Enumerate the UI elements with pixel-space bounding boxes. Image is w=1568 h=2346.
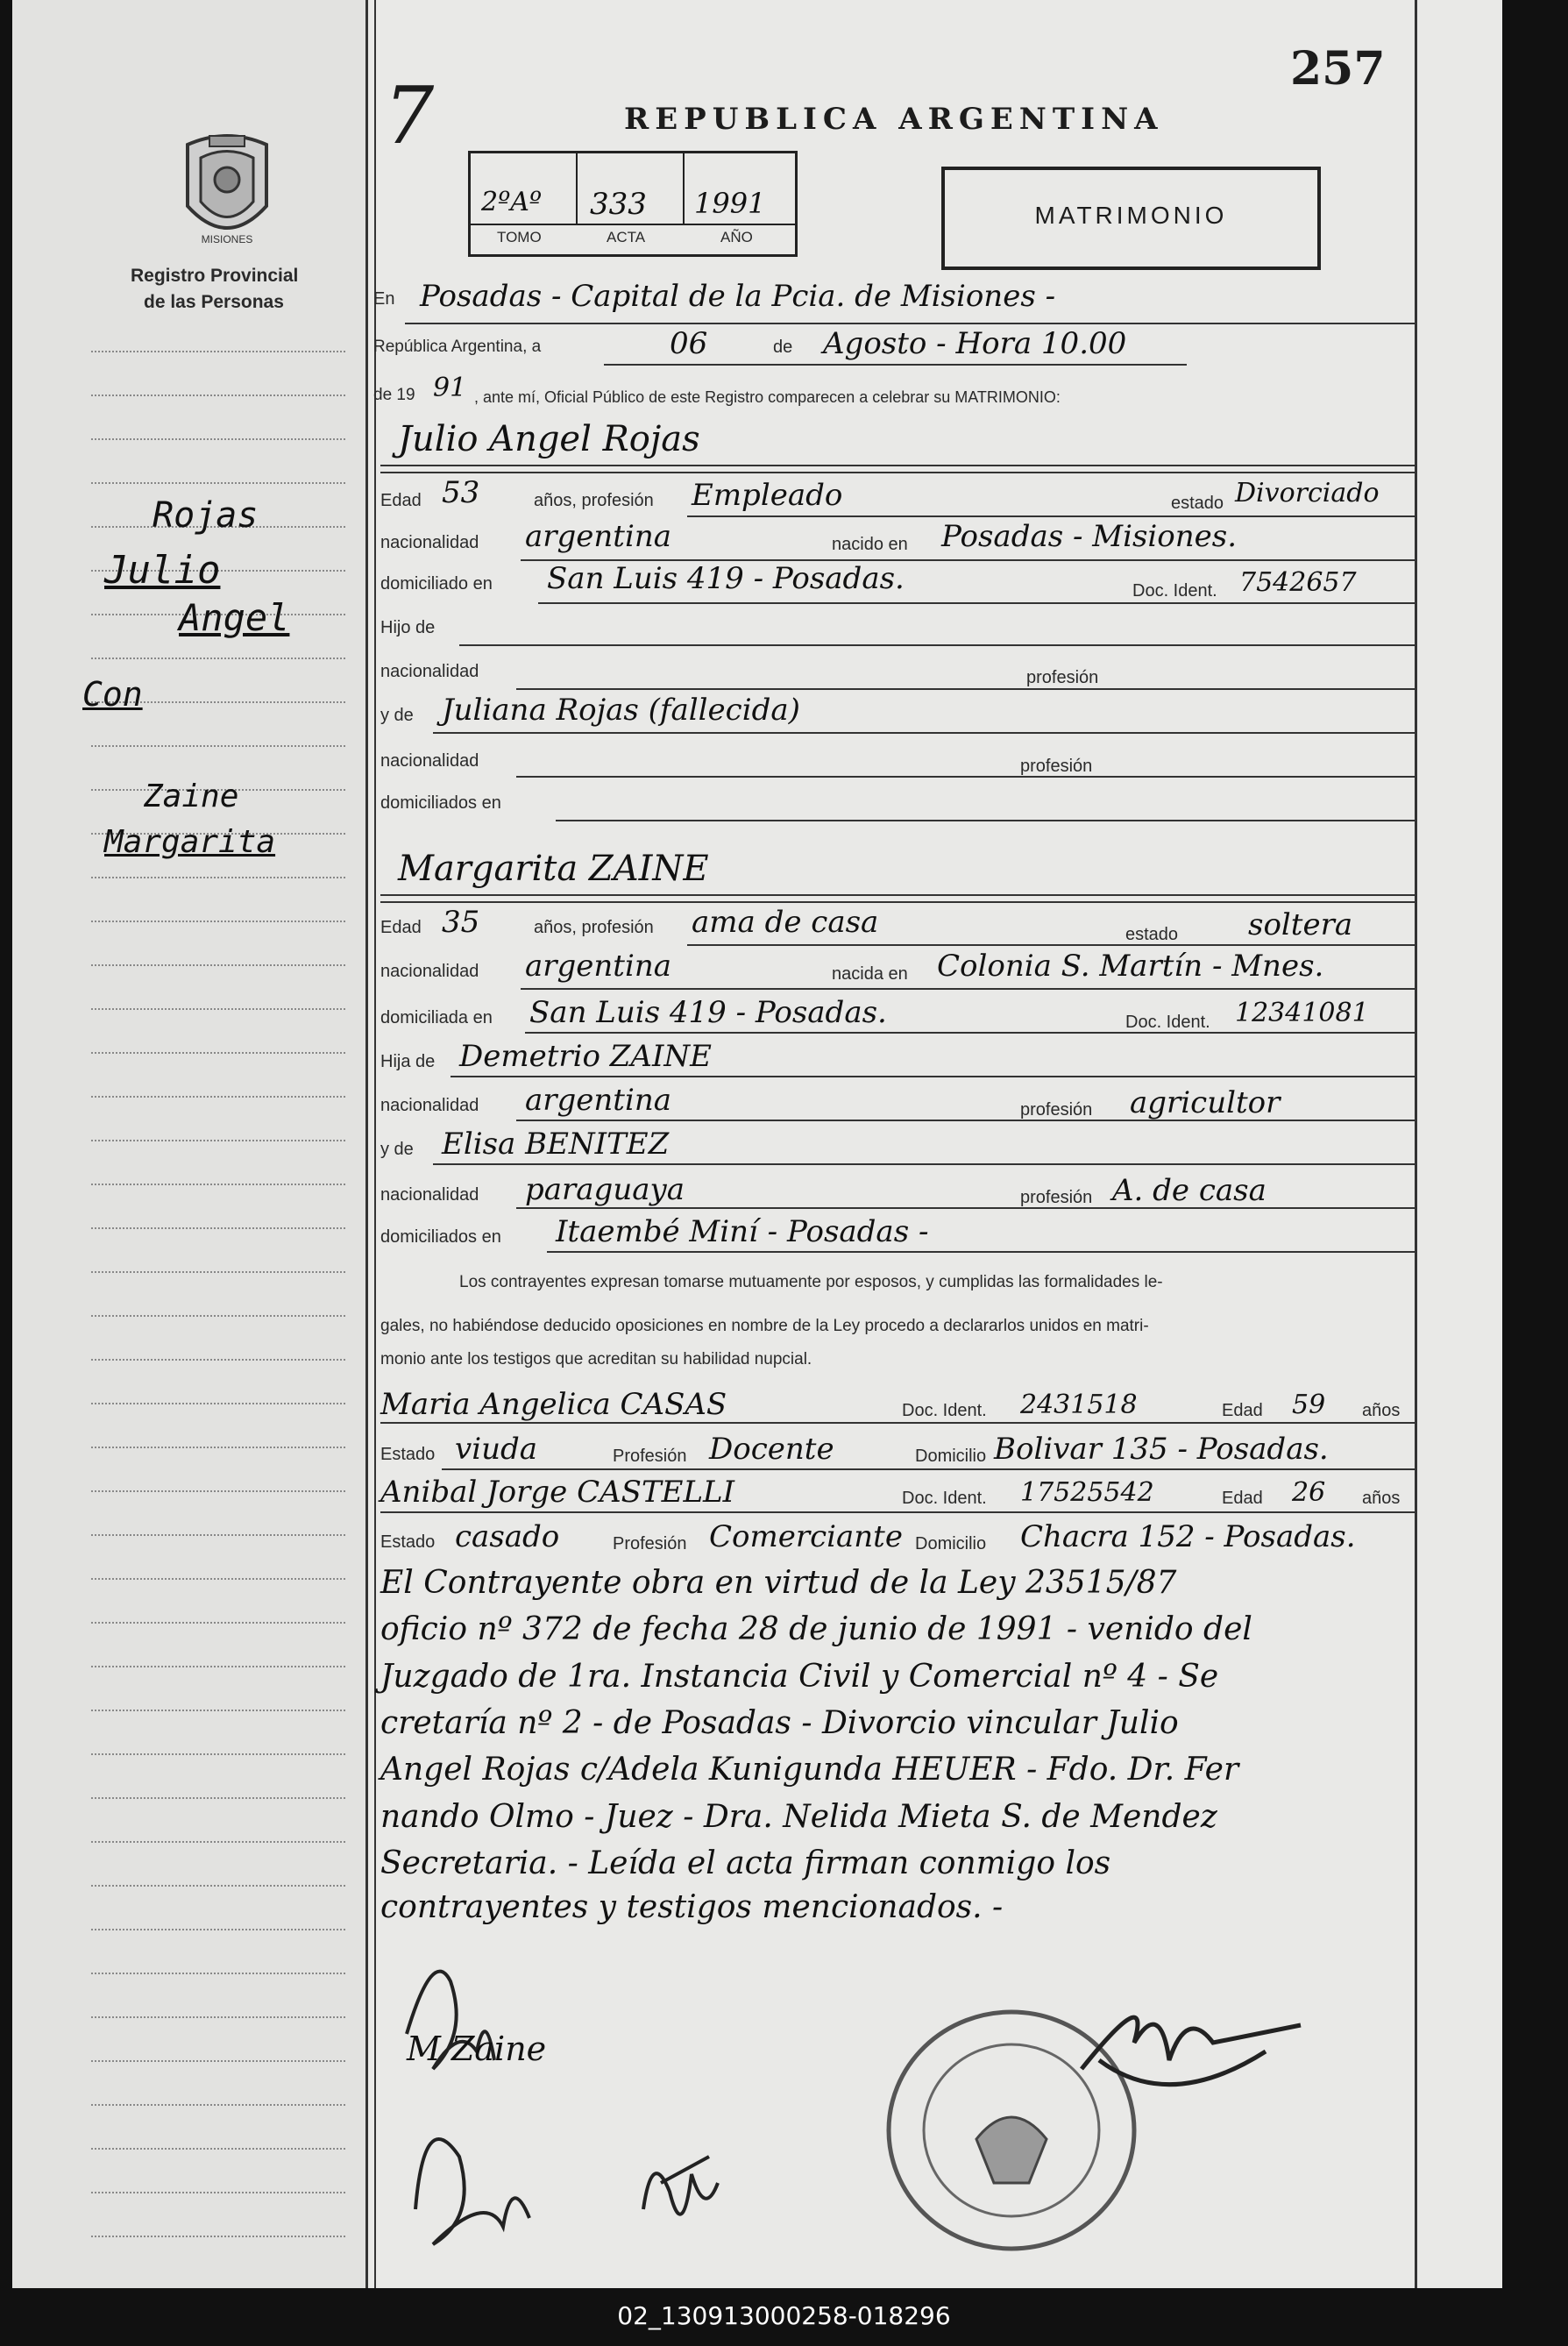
witness2-edad-label: Edad (1222, 1489, 1263, 1508)
margin-dotted-line (91, 1096, 345, 1098)
groom-yde-label: y de (380, 706, 414, 725)
witness2-profesion: Comerciante (709, 1519, 903, 1554)
witness2-domicilio: Chacra 152 - Posadas. (1020, 1519, 1356, 1554)
margin-dotted-line (91, 2060, 345, 2062)
witness1-name: Maria Angelica CASAS (380, 1387, 727, 1422)
en-label: En (373, 289, 395, 309)
year-prefix: de 19 (373, 386, 415, 404)
margin-name-5: Zaine (144, 778, 239, 814)
note-line-1: El Contrayente obra en virtud de la Ley 23515/87 (380, 1565, 1177, 1601)
groom-nac3-label: nacionalidad (380, 751, 479, 771)
groom-prof2-label: profesión (1020, 757, 1093, 776)
witness2-name: Anibal Jorge CASTELLI (380, 1475, 735, 1510)
groom-nacido-label: nacido en (832, 535, 908, 554)
groom-dom-label: domiciliado en (380, 574, 493, 594)
witness1-doc-label: Doc. Ident. (902, 1401, 987, 1420)
margin-name-6: Margarita (104, 824, 276, 860)
registry-line2: de las Personas (144, 292, 284, 312)
rep-label: República Argentina, a (373, 338, 542, 356)
margin-dotted-line (91, 351, 345, 352)
margin-column (12, 0, 365, 2288)
margin-dotted-line (91, 1184, 345, 1185)
right-rule (1415, 0, 1417, 2288)
bride-profesion-label: años, profesión (534, 918, 654, 937)
margin-dotted-line (91, 1885, 345, 1887)
margin-dotted-line (91, 1359, 345, 1361)
groom-domicilio: San Luis 419 - Posadas. (547, 561, 905, 596)
signature-witness1-icon (643, 2157, 718, 2214)
margin-dotted-line (91, 1052, 345, 1054)
bride-doc-label: Doc. Ident. (1125, 1013, 1210, 1032)
bride-dom-label: domiciliada en (380, 1008, 493, 1027)
note-line-2: oficio nº 372 de fecha 28 de junio de 1991 - venido del (380, 1611, 1252, 1647)
bride-prof-label: profesión (1020, 1100, 1093, 1120)
bride-edad: 35 (442, 905, 480, 940)
note-line-4: cretaría nº 2 - de Posadas - Divorcio vincular Julio (380, 1705, 1179, 1741)
de-label: de (773, 338, 793, 357)
signature-official-icon (1082, 2017, 1301, 2085)
groom-nacido: Posadas - Misiones. (941, 519, 1238, 554)
groom-profesion-label: años, profesión (534, 491, 654, 510)
groom-doc-label: Doc. Ident. (1132, 581, 1217, 601)
margin-dotted-line (91, 1227, 345, 1229)
margin-dotted-line (91, 1666, 345, 1667)
note-line-7: Secretaria. - Leída el acta firman conmigo los (380, 1845, 1111, 1881)
groom-nac2-label: nacionalidad (380, 662, 479, 681)
witness1-edad-label: Edad (1222, 1401, 1263, 1420)
ano-label: AÑO (720, 229, 753, 245)
margin-dotted-line (91, 658, 345, 659)
margin-dotted-line (91, 1534, 345, 1536)
note-line-6: nando Olmo - Juez - Dra. Nelida Mieta S. de Mendez (380, 1799, 1217, 1835)
margin-dotted-line (91, 2192, 345, 2193)
margin-name-2: Julio (104, 548, 221, 593)
witness2-anos: años (1362, 1489, 1401, 1508)
record-box (468, 151, 798, 257)
coat-of-arms-seal-icon (170, 127, 284, 250)
bride-nacionalidad: argentina (525, 949, 672, 984)
bride-prof-madre: A. de casa (1112, 1173, 1266, 1208)
bride-doms-label: domiciliados en (380, 1227, 501, 1247)
margin-dotted-line (91, 1622, 345, 1624)
bride-hija-label: Hija de (380, 1052, 436, 1071)
witness1-edad: 59 (1292, 1390, 1326, 1420)
margin-dotted-line (91, 1578, 345, 1580)
witness2-doc: 17525542 (1020, 1477, 1154, 1508)
bride-nac-label: nacionalidad (380, 962, 479, 981)
bride-doc: 12341081 (1235, 998, 1369, 1028)
margin-dotted-line (91, 2236, 345, 2237)
bride-profesion: ama de casa (692, 905, 879, 940)
bride-estado: soltera (1248, 907, 1353, 942)
page-number: 257 (1290, 42, 1386, 96)
witness1-dom-label: Domicilio (915, 1447, 987, 1466)
witness2-edad: 26 (1292, 1477, 1326, 1508)
day-value: 06 (670, 326, 708, 361)
groom-prof-label: profesión (1026, 668, 1099, 687)
margin-name-1: Rojas (153, 495, 259, 536)
tomo-label: TOMO (497, 229, 542, 245)
tomo-value: 2ºAº (481, 187, 542, 217)
bride-madre: Elisa BENITEZ (442, 1127, 670, 1162)
acta-label: ACTA (607, 229, 646, 245)
margin-dotted-line (91, 1973, 345, 1974)
margin-dotted-line (91, 1929, 345, 1930)
margin-dotted-line (91, 2016, 345, 2018)
intro-sentence: , ante mí, Oficial Público de este Registro comparecen a celebrar su MATRIMONIO: (474, 388, 1061, 406)
witness1-estado-label: Estado (380, 1445, 436, 1464)
bride-nacida: Colonia S. Martín - Mnes. (937, 949, 1324, 984)
signature-witness2-icon (415, 2139, 529, 2244)
margin-dotted-line (91, 2148, 345, 2150)
formal-line1: Los contrayentes expresan tomarse mutuamente por esposos, y cumplidas las formalidades le- (459, 1273, 1163, 1291)
bride-estado-label: estado (1125, 925, 1179, 944)
groom-profesion: Empleado (692, 478, 843, 513)
groom-doc: 7542657 (1239, 567, 1357, 598)
margin-dotted-line (91, 964, 345, 966)
bride-domicilio: San Luis 419 - Posadas. (529, 995, 887, 1030)
seal-label: MISIONES (201, 233, 253, 245)
groom-edad-label: Edad (380, 491, 422, 510)
bride-nacida-label: nacida en (832, 964, 908, 984)
margin-dotted-line (91, 877, 345, 878)
matrimonio-box (941, 167, 1321, 270)
groom-nac-label: nacionalidad (380, 533, 479, 552)
margin-name-4: Con (82, 675, 143, 714)
witness1-doc: 2431518 (1020, 1390, 1138, 1420)
margin-dotted-line (91, 1797, 345, 1799)
margin-dotted-line (91, 1710, 345, 1711)
groom-estado-label: estado (1171, 494, 1224, 513)
witness1-estado: viuda (455, 1432, 538, 1467)
signatures-area (380, 1929, 1415, 2279)
margin-dotted-line (91, 1753, 345, 1755)
margin-name-3: Angel (179, 596, 290, 639)
margin-mark: 7 (384, 70, 435, 162)
month-value: Agosto - Hora 10.00 (823, 326, 1127, 361)
groom-nacionalidad: argentina (525, 519, 672, 554)
witness2-prof-label: Profesión (613, 1534, 687, 1553)
margin-dotted-line (91, 921, 345, 922)
groom-hijo-label: Hijo de (380, 618, 436, 637)
bride-name: Margarita ZAINE (398, 849, 709, 889)
bride-nac2-label: nacionalidad (380, 1096, 479, 1115)
witness1-domicilio: Bolivar 135 - Posadas. (994, 1432, 1329, 1467)
doc-type: MATRIMONIO (1034, 202, 1228, 229)
bride-prof2-label: profesión (1020, 1188, 1093, 1207)
ano-value: 1991 (694, 187, 766, 220)
bride-nac3-label: nacionalidad (380, 1185, 479, 1205)
bride-yde-label: y de (380, 1140, 414, 1159)
margin-dotted-line (91, 1403, 345, 1404)
groom-edad: 53 (442, 475, 480, 510)
bride-prof-padre: agricultor (1130, 1085, 1281, 1120)
note-line-8: contrayentes y testigos mencionados. - (380, 1889, 1004, 1925)
bride-edad-label: Edad (380, 918, 422, 937)
margin-dotted-line (91, 1490, 345, 1492)
witness2-dom-label: Domicilio (915, 1534, 987, 1553)
bride-nac-padre: argentina (525, 1083, 672, 1118)
bride-signature: M Zaine (407, 2030, 547, 2068)
margin-dotted-line (91, 1140, 345, 1141)
margin-dotted-line (91, 2104, 345, 2106)
witness1-profesion: Docente (709, 1432, 834, 1467)
certificate-page (12, 0, 1502, 2288)
margin-dotted-line (91, 1447, 345, 1448)
acta-value: 333 (590, 187, 647, 222)
margin-divider (365, 0, 368, 2288)
witness2-estado: casado (455, 1519, 560, 1554)
bride-doms: Itaembé Miní - Posadas - (556, 1214, 929, 1249)
country-title: REPUBLICA ARGENTINA (624, 102, 1164, 137)
margin-dotted-line (91, 1008, 345, 1010)
formal-line2: gales, no habiéndose deducido oposiciones en nombre de la Ley procedo a declararlos unidos en matri- (380, 1317, 1149, 1335)
registry-line1: Registro Provincial (131, 266, 299, 286)
margin-dotted-line (91, 1271, 345, 1273)
margin-dotted-line (91, 482, 345, 484)
year-suffix: 91 (433, 373, 467, 403)
bride-nac-madre: paraguaya (525, 1172, 685, 1207)
margin-dotted-line (91, 745, 345, 747)
bride-padre: Demetrio ZAINE (459, 1039, 712, 1074)
groom-name: Julio Angel Rojas (398, 419, 700, 459)
groom-estado: Divorciado (1235, 478, 1380, 508)
formal-line3: monio ante los testigos que acreditan su habilidad nupcial. (380, 1350, 812, 1368)
groom-doms-label: domiciliados en (380, 793, 501, 813)
note-line-3: Juzgado de 1ra. Instancia Civil y Comercial nº 4 - Se (380, 1659, 1219, 1695)
witness2-doc-label: Doc. Ident. (902, 1489, 987, 1508)
margin-dotted-line (91, 438, 345, 440)
witness2-estado-label: Estado (380, 1532, 436, 1552)
margin-dotted-line (91, 1315, 345, 1317)
place-value: Posadas - Capital de la Pcia. de Misiones - (420, 279, 1056, 314)
note-line-5: Angel Rojas c/Adela Kunigunda HEUER - Fdo. Dr. Fer (380, 1752, 1239, 1788)
groom-madre: Juliana Rojas (fallecida) (442, 693, 800, 728)
margin-dotted-line (91, 395, 345, 396)
witness1-prof-label: Profesión (613, 1447, 687, 1466)
image-id-footer: 02_130913000258-018296 (617, 2301, 951, 2330)
witness1-anos: años (1362, 1401, 1401, 1420)
margin-dotted-line (91, 1841, 345, 1843)
